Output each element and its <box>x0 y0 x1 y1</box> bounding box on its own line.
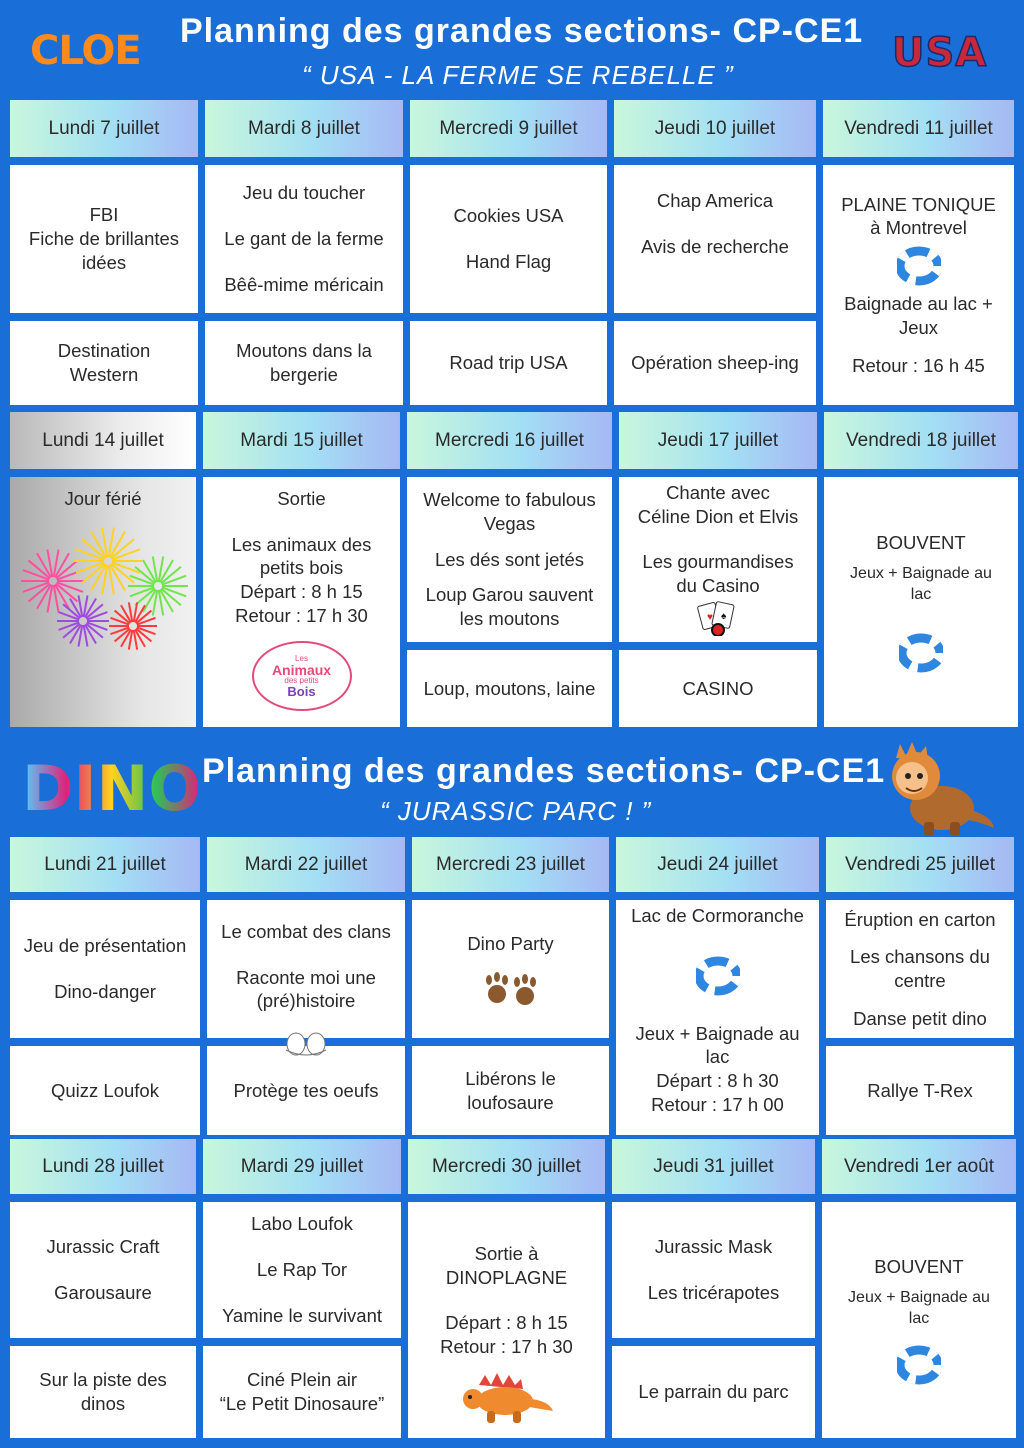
activity-cell: Chap America Avis de recherche <box>614 165 816 313</box>
activity-cell: Cookies USA Hand Flag <box>410 165 607 313</box>
activity-cell: PLAINE TONIQUE à Montrevel Baignade au lac + Jeux Retour : 16 h 45 <box>823 165 1014 405</box>
day-header: Jeudi 24 juillet <box>616 837 819 892</box>
activity-cell: Destination Western <box>10 321 198 405</box>
day-header: Jeudi 10 juillet <box>614 100 816 157</box>
activity-cell: Jurassic Mask Les tricérapotes <box>612 1202 815 1338</box>
svg-text:♠: ♠ <box>721 610 727 622</box>
activity-cell: BOUVENT Jeux + Baignade au lac <box>824 477 1018 727</box>
holiday-label: Jour férié <box>64 488 142 509</box>
swim-ring-icon <box>899 633 943 673</box>
activity-cell: Le combat des clans Raconte moi une (pré)histoire <box>207 900 405 1038</box>
day-header: Lundi 7 juillet <box>10 100 198 157</box>
subtitle-usa: “ USA - LA FERME SE REBELLE ” <box>302 60 734 90</box>
activity-cell: Jurassic Craft Garousaure <box>10 1202 196 1338</box>
activity-cell: Chante avec Céline Dion et Elvis Les gourmandises du Casino ♥ ♠ <box>619 477 817 642</box>
activity-cell: Sortie à DINOPLAGNE Départ : 8 h 15 Retour : 17 h 30 <box>408 1202 605 1438</box>
activity-cell: Sur la piste des dinos <box>10 1346 196 1438</box>
day-header: Mercredi 23 juillet <box>412 837 609 892</box>
activity-cell: Protège tes oeufs <box>207 1046 405 1135</box>
triceratops-icon <box>882 738 998 838</box>
day-header: Jeudi 31 juillet <box>612 1139 815 1194</box>
day-header: Mercredi 9 juillet <box>410 100 607 157</box>
page-title-usa: Planning des grandes sections- CP-CE1 <box>180 12 864 50</box>
day-header: Lundi 14 juillet <box>10 412 196 469</box>
activity-cell: BOUVENT Jeux + Baignade au lac <box>822 1202 1016 1438</box>
day-header: Mardi 22 juillet <box>207 837 405 892</box>
casino-cards-icon <box>694 600 742 636</box>
activity-cell: Moutons dans la bergerie <box>205 321 403 405</box>
day-header: Vendredi 1er août <box>822 1139 1016 1194</box>
activity-cell: Libérons le loufosaure <box>412 1046 609 1135</box>
usa-badge: USA <box>892 30 988 76</box>
dino-footprints-icon <box>479 970 543 1006</box>
holiday-cell <box>10 477 196 727</box>
day-header: Mardi 29 juillet <box>203 1139 401 1194</box>
activity-cell: FBI Fiche de brillantes idées <box>10 165 198 313</box>
svg-text:♥: ♥ <box>707 611 713 623</box>
activity-cell: Quizz Loufok <box>10 1046 200 1135</box>
cloe-logo <box>30 28 141 74</box>
day-header: Mardi 8 juillet <box>205 100 403 157</box>
fireworks-icon <box>13 521 193 671</box>
activity-cell: Éruption en carton Les chansons du centre Danse petit dino <box>826 900 1014 1038</box>
day-header: Vendredi 11 juillet <box>823 100 1014 157</box>
day-header: Mercredi 16 juillet <box>407 412 612 469</box>
day-header: Lundi 21 juillet <box>10 837 200 892</box>
stegosaurus-icon <box>459 1371 555 1427</box>
day-header: Jeudi 17 juillet <box>619 412 817 469</box>
day-header: Mardi 15 juillet <box>203 412 400 469</box>
activity-cell: Rallye T-Rex <box>826 1046 1014 1135</box>
day-header: Vendredi 25 juillet <box>826 837 1014 892</box>
cloe-logo-text: CLOE <box>30 28 141 74</box>
activity-cell: Opération sheep-ing <box>614 321 816 405</box>
activity-cell: Dino Party <box>412 900 609 1038</box>
dino-eggs-icon <box>282 1030 330 1056</box>
activity-cell: Welcome to fabulous Vegas Les dés sont jetés Loup Garou sauvent les moutons <box>407 477 612 642</box>
swim-ring-icon <box>897 246 941 286</box>
activity-cell: Sortie Les animaux des petits bois Départ : 8 h 15 Retour : 17 h 30 Les Animaux des petits Bois <box>203 477 400 727</box>
activity-cell: Lac de Cormoranche Jeux + Baignade au lac Départ : 8 h 30 Retour : 17 h 00 <box>616 900 819 1135</box>
dino-logo: DINO <box>22 752 202 825</box>
animaux-logo: Les Animaux des petits Bois <box>252 641 352 711</box>
day-header: Vendredi 18 juillet <box>824 412 1018 469</box>
page-title-dino: Planning des grandes sections- CP-CE1 <box>202 752 886 790</box>
day-header: Mercredi 30 juillet <box>408 1139 605 1194</box>
activity-cell: Labo Loufok Le Rap Tor Yamine le survivant <box>203 1202 401 1338</box>
activity-cell: Jeu de présentation Dino-danger <box>10 900 200 1038</box>
activity-cell: CASINO <box>619 650 817 727</box>
activity-cell: Road trip USA <box>410 321 607 405</box>
activity-cell: Jeu du toucher Le gant de la ferme Bêê-mime méricain <box>205 165 403 313</box>
swim-ring-icon <box>897 1345 941 1385</box>
activity-cell: Le parrain du parc <box>612 1346 815 1438</box>
activity-cell: Ciné Plein air “Le Petit Dinosaure” <box>203 1346 401 1438</box>
subtitle-dino: “ JURASSIC PARC ! ” <box>380 796 652 826</box>
swim-ring-icon <box>696 956 740 996</box>
activity-cell: Loup, moutons, laine <box>407 650 612 727</box>
day-header: Lundi 28 juillet <box>10 1139 196 1194</box>
